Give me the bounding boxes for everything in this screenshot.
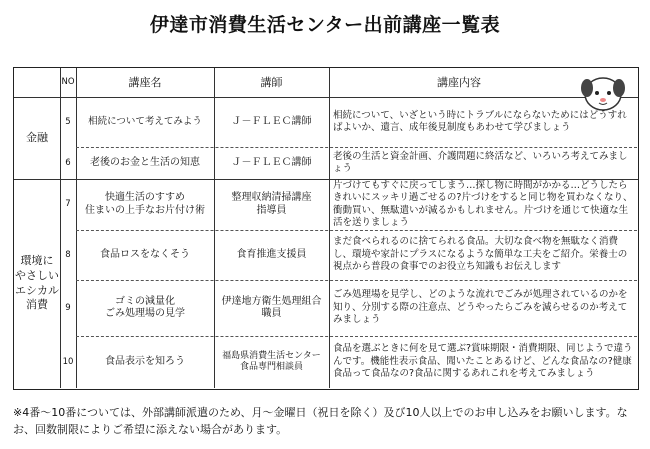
row-no: 8 (65, 249, 71, 260)
course-name: 食品表示を知ろう (105, 355, 185, 367)
course-name: 老後のお金と生活の知恵 (90, 156, 200, 168)
header-course: 講座名 (128, 75, 162, 89)
course-name: ゴミの減量化 ごみ処理場の見学 (105, 295, 185, 319)
course-content: 相続について、いざという時にトラブルにならないためにはどうすればよいか、遺言、成年後見制度もあわせて学びましょう (333, 109, 627, 133)
course-content: 片づけてもすぐに戻ってしまう…探し物に時間がかかる…どうしたらきれいにスッキリ過ごせるの?片づけをすると同じ物を買わなくなり、衝動買い、無駄遣いが減るかもしれません。片づけを通じて快適な生活を送りましょう (333, 179, 633, 228)
course-name: 食品ロスをなくそう (100, 248, 190, 260)
header-lecturer: 講師 (260, 75, 283, 89)
course-table (13, 67, 639, 390)
footnote: ※4番～10番については、外部講師派遣のため、月～金曜日（祝日を除く）及び10人以上でのお申し込みをお願いします。なお、回数制限によりご希望に添えない場合があります。 (13, 406, 628, 436)
header-content: 講座内容 (437, 75, 481, 89)
header-no: NO (61, 77, 75, 88)
course-content: 食品を選ぶときに何を見て選ぶ?賞味期限・消費期限、同じようで違うんです。機能性表示食品、聞いたことあるけど、どんな食品なの?健康食品って食品なの?食品に関するあれこれを考えてみましょう (333, 343, 633, 380)
lecturer: Ｊ－ＦＬＥＣ講師 (231, 115, 312, 127)
page-title: 伊達市消費生活センター出前講座一覧表 (149, 14, 501, 36)
category-finance: 金融 (26, 131, 48, 145)
course-name: 快適生活のすすめ 住まいの上手なお片付け術 (85, 192, 205, 216)
row-no: 10 (62, 356, 74, 367)
row-no: 7 (65, 199, 71, 210)
course-content: まだ食べられるのに捨てられる食品。大切な食べ物を無駄なく消費し、環境や家計にプラスになるような簡単な工夫をご紹介。栄養士の視点から普段の食事でのお役立ち知識もお伝えします (333, 236, 628, 273)
lecturer: 食育推進支援員 (236, 248, 307, 260)
row-no: 5 (65, 116, 71, 127)
lecturer: Ｊ－ＦＬＥＣ講師 (231, 156, 312, 168)
lecturer: 伊達地方衛生処理組合 職員 (221, 295, 322, 319)
mascot-character-icon (578, 70, 628, 114)
lecturer: 福島県消費生活センター 食品専門相談員 (222, 350, 321, 372)
row-no: 6 (65, 157, 71, 168)
course-content: ごみ処理場を見学し、どのような流れでごみが処理されているのかを知り、分別する際の注意点、どうやったらごみを減らせるのか考えてみましょう (333, 289, 628, 326)
category-ethical: 環境に やさしい エシカル 消費 (15, 253, 59, 312)
lecturer: 整理収納清掃講座 指導員 (231, 192, 312, 216)
course-name: 相続について考えてみよう (88, 116, 202, 128)
course-content: 老後の生活と資金計画、介護問題に終活など、いろいろ考えてみましょう (333, 150, 628, 174)
row-no: 9 (65, 302, 71, 313)
